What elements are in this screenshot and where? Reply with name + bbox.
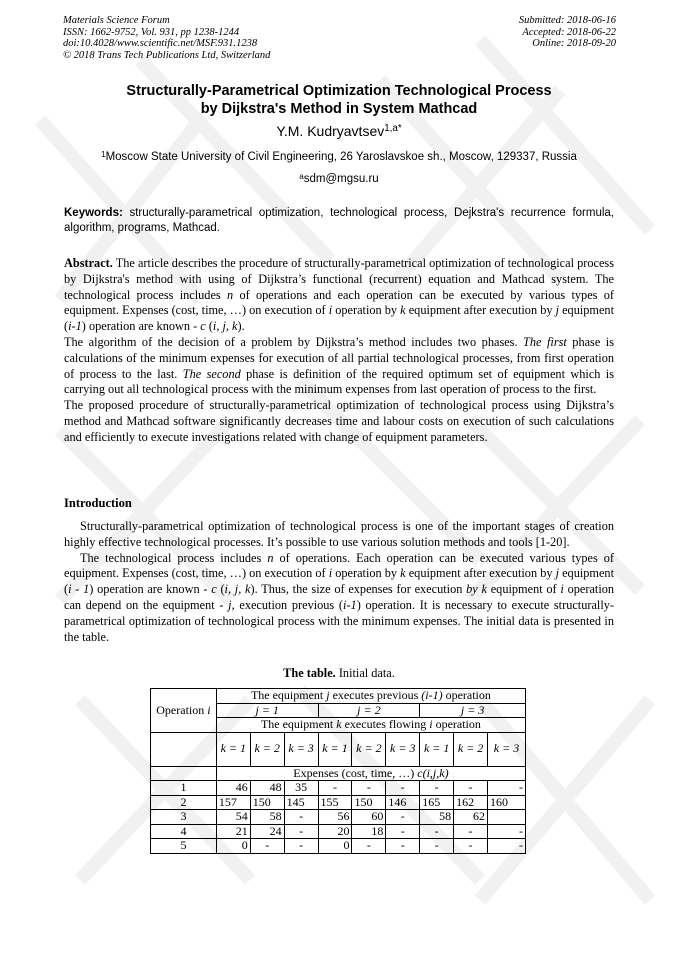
text: ) operation. It is necessary to execute structurally-parametrical optimization of technological process with the minimum expenses. The initial data is presented in the table. xyxy=(64,597,614,644)
journal-issn: ISSN: 1662-9752, Vol. 931, pp 1238-1244 xyxy=(63,26,240,38)
math: i xyxy=(560,582,564,597)
keywords-label: Keywords: xyxy=(64,207,123,219)
equipment-previous-header xyxy=(216,689,525,704)
abstract-paragraph-2 xyxy=(64,335,614,398)
title-line-1: Structurally-Parametrical Optimization Technological Process xyxy=(126,83,552,99)
cost-cell: - xyxy=(454,839,488,854)
cost-cell: - xyxy=(386,781,420,796)
text: phase is definition of the required optimum set of equipment which is carrying out all technological process with the minimum expenses from last operation of process to the first. xyxy=(64,366,615,397)
operation-header xyxy=(151,689,217,733)
cost-cell: - xyxy=(284,824,318,839)
text: equipment ( xyxy=(64,566,614,597)
k-header: k = 3 xyxy=(488,732,526,766)
k-header: k = 1 xyxy=(216,732,250,766)
text: operation xyxy=(432,717,481,731)
text: Expenses (cost, time, …) xyxy=(293,765,418,780)
math: i xyxy=(207,702,211,717)
text: operation by xyxy=(332,303,401,318)
text: The technological process includes xyxy=(80,550,268,565)
k-header: k = 2 xyxy=(250,732,284,766)
math: i - 1 xyxy=(68,582,90,597)
text: operation xyxy=(442,688,491,702)
math: i, j, k xyxy=(224,582,251,597)
math: c xyxy=(417,765,423,780)
math: j xyxy=(555,303,559,318)
text: The article describes the procedure of structurally-parametrical optimization of technological process by Dijkstra's method with using of Dijkstra’s functional (recurrent) equation and Mathcad system. The technological process includes xyxy=(64,256,614,302)
cost-cell: 18 xyxy=(352,824,386,839)
text: equipment after execution by xyxy=(405,303,556,318)
empty-cell xyxy=(151,766,217,781)
text: , execution previous ( xyxy=(231,597,344,612)
k-header: k = 1 xyxy=(318,732,352,766)
title-line-2: by Dijkstra's Method in System Mathcad xyxy=(200,101,478,117)
text: executes flowing xyxy=(341,717,430,731)
emphasis: The second xyxy=(182,366,241,381)
section-heading-introduction: Introduction xyxy=(64,496,132,510)
text: operation can depend on the equipment - xyxy=(64,582,615,612)
cost-cell: 0 xyxy=(318,839,352,854)
text: of operations. Each operation can be executed various types of equipment. Expenses (cost, time, …) on execution of xyxy=(64,550,615,581)
text: ( xyxy=(205,319,213,334)
math: n xyxy=(227,287,234,302)
cost-cell: - xyxy=(318,781,352,796)
k-header: k = 3 xyxy=(284,732,318,766)
equipment-flowing-header xyxy=(216,718,525,733)
math: (i,j,k) xyxy=(422,765,449,780)
j-header: j = 2 xyxy=(318,703,420,718)
cost-cell: 0 xyxy=(216,839,250,854)
text: Operation xyxy=(156,702,208,717)
cost-cell: 155 xyxy=(318,795,352,810)
intro-paragraph-2 xyxy=(64,551,614,646)
text: ) operation are known - xyxy=(89,582,212,597)
accepted-date: Accepted: 2018-06-22 xyxy=(522,26,616,38)
k-header: k = 2 xyxy=(352,732,386,766)
cost-cell: - xyxy=(420,781,454,796)
author xyxy=(64,122,614,140)
affiliation-text: Moscow State University of Civil Engineering, 26 Yaroslavskoe sh., Moscow, 129337, Russia xyxy=(105,151,577,163)
cost-cell: - xyxy=(488,839,526,854)
operation-number: 2 xyxy=(151,795,217,810)
abstract-paragraph-1 xyxy=(64,256,614,335)
cost-cell: - xyxy=(284,810,318,825)
journal-copyright: © 2018 Trans Tech Publications Ltd, Switzerland xyxy=(63,49,271,61)
cost-cell: 54 xyxy=(216,810,250,825)
affiliation-sup: 1 xyxy=(101,150,106,159)
cost-cell: 60 xyxy=(352,810,386,825)
text: ). Thus, the size of expenses for execution xyxy=(250,582,467,597)
k-header: k = 3 xyxy=(386,732,420,766)
cost-cell: - xyxy=(488,781,526,796)
math: j xyxy=(228,597,232,612)
journal-name: Materials Science Forum xyxy=(63,15,170,26)
k-header: k = 1 xyxy=(420,732,454,766)
math: c xyxy=(200,319,206,334)
cost-cell: - xyxy=(352,839,386,854)
j-header: j = 1 xyxy=(216,703,318,718)
author-sup: 1,a* xyxy=(384,123,402,134)
paper-title xyxy=(64,82,614,118)
text: ( xyxy=(216,582,225,597)
email-text: sdm@mgsu.ru xyxy=(303,173,379,185)
cost-cell: 56 xyxy=(318,810,352,825)
math: by k xyxy=(466,582,487,597)
math: j xyxy=(555,566,559,581)
keywords-text: structurally-parametrical optimization, technological process, Dejkstra's recurrence formula, algorithm, programs, Mathcad. xyxy=(64,207,614,234)
cost-cell: - xyxy=(386,824,420,839)
text: equipment after execution by xyxy=(405,566,556,581)
math: (i-1) xyxy=(421,688,443,702)
cost-cell: 46 xyxy=(216,781,250,796)
affiliation xyxy=(64,150,614,164)
text: equipment ( xyxy=(64,303,614,334)
text: The equipment xyxy=(250,688,327,702)
text: ). xyxy=(237,319,245,334)
cost-cell: 35 xyxy=(284,781,318,796)
math: i-1 xyxy=(343,597,357,612)
text: ) operation are known - xyxy=(81,319,201,334)
math: k xyxy=(400,303,406,318)
math: i xyxy=(328,303,333,318)
cost-cell xyxy=(488,810,526,825)
abstract-paragraph-3: The proposed procedure of structurally-parametrical optimization of technological process using Dijkstra’s method and Mathcad software significantly decreases time and labour costs on execution of such calculations and efficiently to execute investigations related with change of equipment parameters. xyxy=(64,398,614,444)
cost-cell: - xyxy=(250,839,284,854)
math: c xyxy=(211,582,217,597)
table-row xyxy=(151,795,526,810)
cost-cell: 145 xyxy=(284,795,318,810)
table-caption xyxy=(64,666,614,681)
submitted-date: Submitted: 2018-06-16 xyxy=(518,15,616,26)
journal-doi: doi:10.4028/www.scientific.net/MSF.931.1238 xyxy=(63,38,258,49)
intro-paragraph-1: Structurally-parametrical optimization of technological process is one of the important stages of creation highly effective technological processes. It’s possible to use various solution methods and tools [1-20]. xyxy=(64,519,614,549)
math: i xyxy=(328,566,333,581)
cost-cell: 162 xyxy=(454,795,488,810)
cost-cell: - xyxy=(454,824,488,839)
math: i-1 xyxy=(68,319,82,334)
text: of operations and each operation can be executed by various types of equipment. Expenses (cost, time, …) on execution of xyxy=(64,287,614,318)
initial-data-table xyxy=(150,688,526,854)
text: executes previous xyxy=(329,688,422,702)
math: i xyxy=(429,717,433,731)
text: phase is calculations of the minimum expenses for execution of all partial technological processes, from first operation of process to the last. xyxy=(64,334,614,381)
abstract-label: Abstract. xyxy=(64,256,113,270)
text: The equipment xyxy=(260,717,337,731)
cost-cell: 165 xyxy=(420,795,454,810)
introduction xyxy=(64,519,614,645)
table-row xyxy=(151,781,526,796)
cost-cell: 21 xyxy=(216,824,250,839)
table-row xyxy=(151,824,526,839)
cost-cell: 24 xyxy=(250,824,284,839)
cost-cell: - xyxy=(488,824,526,839)
text: equipment of xyxy=(486,582,561,597)
table-row xyxy=(151,810,526,825)
cost-cell: - xyxy=(386,810,420,825)
author-email xyxy=(64,172,614,186)
cost-cell: 150 xyxy=(352,795,386,810)
cost-cell: - xyxy=(454,781,488,796)
math: k xyxy=(336,717,342,731)
math: i, j, k xyxy=(212,319,238,334)
j-header: j = 3 xyxy=(420,703,526,718)
cost-cell: 62 xyxy=(454,810,488,825)
cost-cell: 20 xyxy=(318,824,352,839)
cost-cell: - xyxy=(284,839,318,854)
table-caption-label: The table. xyxy=(283,666,336,680)
cost-cell: 58 xyxy=(420,810,454,825)
math: n xyxy=(267,550,274,565)
online-date: Online: 2018-09-20 xyxy=(532,38,616,49)
operation-number: 3 xyxy=(151,810,217,825)
cost-cell: 58 xyxy=(250,810,284,825)
cost-cell: - xyxy=(420,839,454,854)
table-row xyxy=(151,839,526,854)
journal-info xyxy=(63,15,270,61)
operation-number: 4 xyxy=(151,824,217,839)
emphasis: The first xyxy=(523,334,567,349)
text: The algorithm of the decision of a problem by Dijkstra’s method includes two phases. xyxy=(64,334,524,349)
submission-dates xyxy=(519,15,616,50)
abstract xyxy=(64,256,614,446)
cost-cell: - xyxy=(352,781,386,796)
operation-number: 5 xyxy=(151,839,217,854)
email-sup: a xyxy=(299,172,304,181)
cost-cell: 160 xyxy=(488,795,526,810)
text: operation by xyxy=(332,566,401,581)
operation-number: 1 xyxy=(151,781,217,796)
expenses-header xyxy=(216,766,525,781)
math: j xyxy=(326,688,330,702)
math: k xyxy=(400,566,406,581)
cost-cell: 146 xyxy=(386,795,420,810)
cost-cell: 150 xyxy=(250,795,284,810)
cost-cell: - xyxy=(386,839,420,854)
author-name: Y.M. Kudryavtsev xyxy=(276,123,385,139)
cost-cell: - xyxy=(420,824,454,839)
cost-cell: 157 xyxy=(216,795,250,810)
table-caption-text: Initial data. xyxy=(335,666,395,680)
empty-cell xyxy=(151,732,217,766)
keywords xyxy=(64,206,614,236)
k-header: k = 2 xyxy=(454,732,488,766)
cost-cell: 48 xyxy=(250,781,284,796)
